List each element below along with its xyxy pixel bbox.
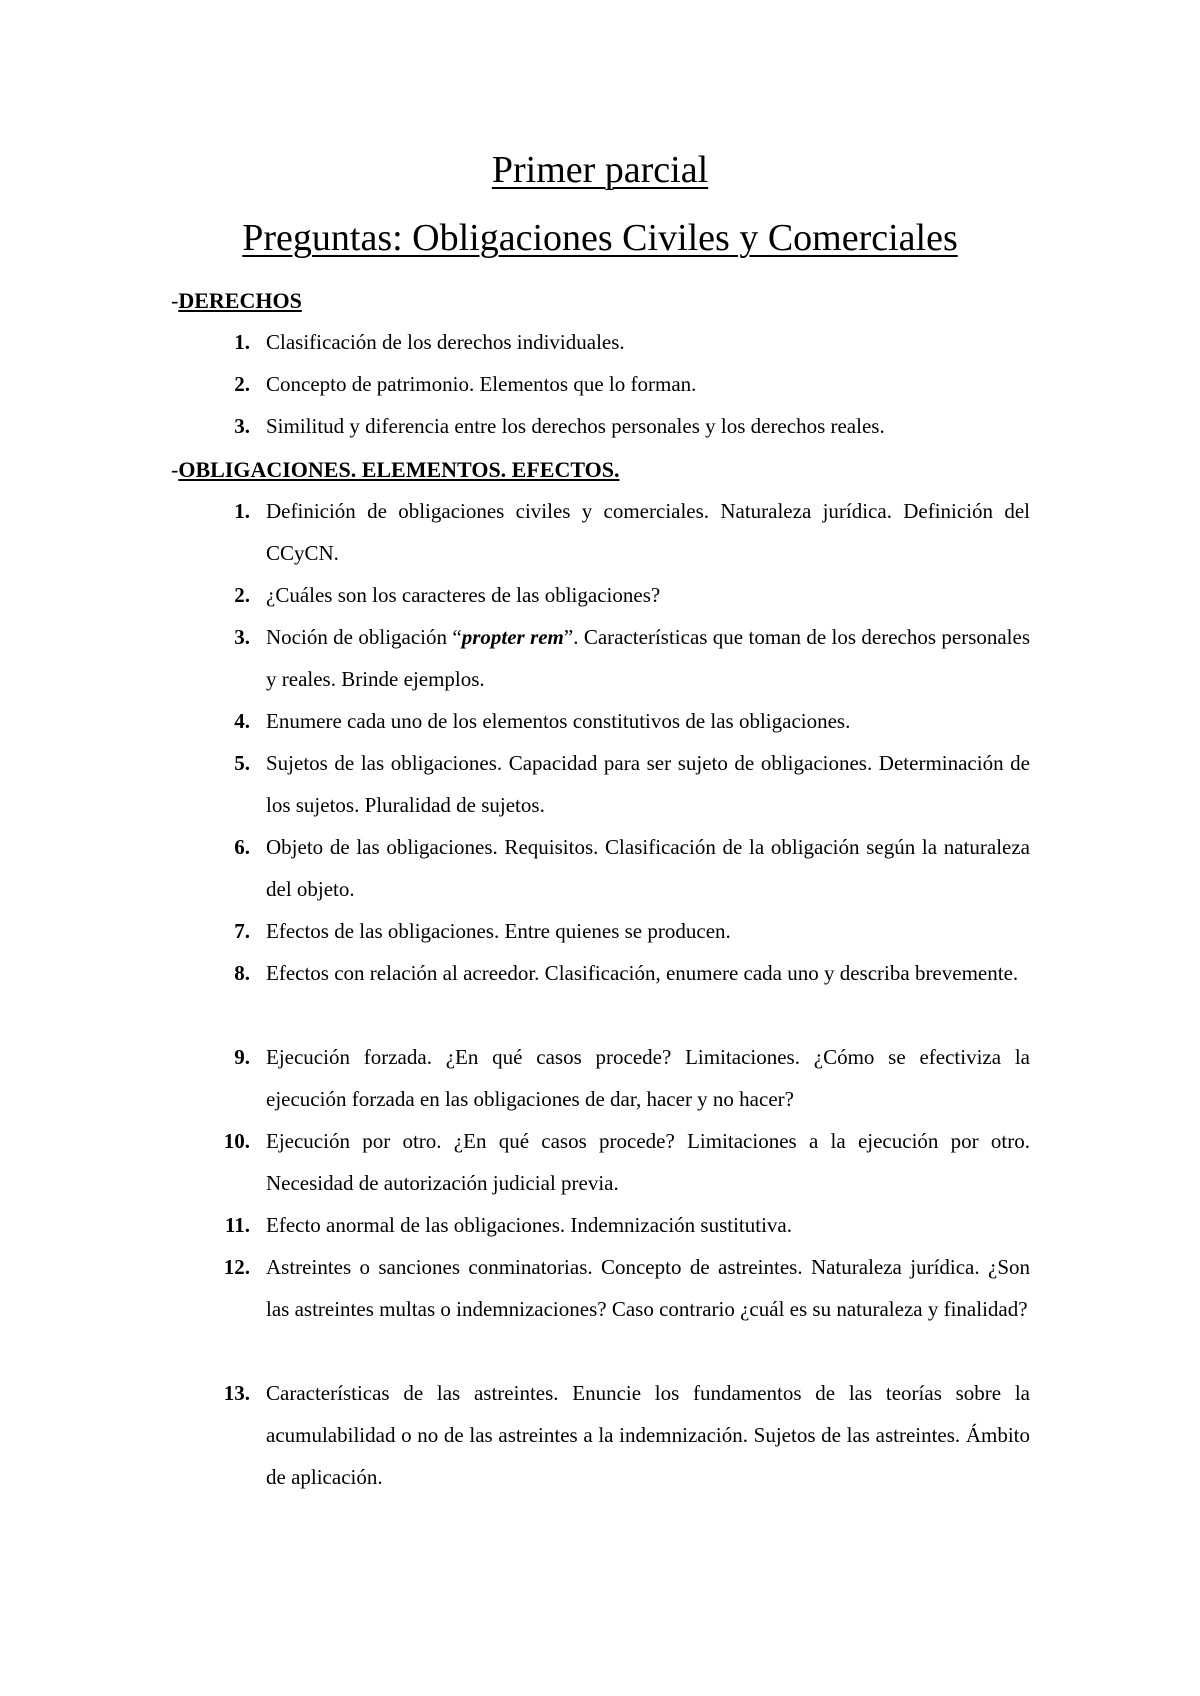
question-text: Efectos de las obligaciones. Entre quienes se producen. (266, 919, 731, 943)
question-number: 5. (234, 751, 250, 775)
latin-term: propter rem (461, 625, 564, 649)
question-number: 11. (224, 1213, 250, 1237)
question-number: 2. (234, 583, 250, 607)
section-heading-text: OBLIGACIONES. ELEMENTOS. EFECTOS. (178, 457, 620, 482)
question-text: Características de las astreintes. Enuncie los fundamentos de las teorías sobre la acumulabilidad o no de las astreintes a la indemnización. Sujetos de las astreintes. Ámbito de aplicación. (266, 1381, 1030, 1489)
question-text: Clasificación de los derechos individuales. (266, 330, 625, 354)
question-text: Efectos con relación al acreedor. Clasificación, enumere cada uno y describa brevemente. (266, 961, 1019, 985)
question-text: ¿Cuáles son los caracteres de las obligaciones? (266, 583, 661, 607)
question-text: Ejecución forzada. ¿En qué casos procede? Limitaciones. ¿Cómo se efectiviza la ejecución forzada en las obligaciones de dar, hacer y no hacer? (266, 1045, 1030, 1111)
question-text: Noción de obligación “propter rem”. Características que toman de los derechos personales y reales. Brinde ejemplos. (266, 625, 1031, 691)
question-number: 3. (234, 414, 250, 438)
question-text: Enumere cada uno de los elementos constitutivos de las obligaciones. (266, 709, 851, 733)
page-title: Primer parcial (491, 149, 709, 191)
question-number: 1. (234, 499, 250, 523)
question-text: Astreintes o sanciones conminatorias. Concepto de astreintes. Naturaleza jurídica. ¿Son las astreintes multas o indemnizaciones? Caso contrario ¿cuál es su naturaleza y finalidad? (266, 1255, 1030, 1321)
section-heading-obligaciones: -OBLIGACIONES. ELEMENTOS. EFECTOS. (171, 457, 620, 482)
question-number: 1. (234, 330, 250, 354)
question-number: 6. (234, 835, 250, 859)
section-heading-derechos: -DERECHOS (171, 288, 302, 313)
question-text: Similitud y diferencia entre los derechos personales y los derechos reales. (266, 414, 885, 438)
section-heading-text: DERECHOS (178, 288, 302, 313)
question-text: Sujetos de las obligaciones. Capacidad para ser sujeto de obligaciones. Determinación de los sujetos. Pluralidad de sujetos. (266, 751, 1030, 817)
question-number: 7. (234, 919, 250, 943)
question-text: Efecto anormal de las obligaciones. Indemnización sustitutiva. (266, 1213, 793, 1237)
question-number: 9. (234, 1045, 250, 1069)
question-number: 2. (234, 372, 250, 396)
question-number: 13. (223, 1381, 250, 1405)
question-text: Concepto de patrimonio. Elementos que lo forman. (266, 372, 697, 396)
question-number: 10. (223, 1129, 250, 1153)
page-subtitle: Preguntas: Obligaciones Civiles y Comerciales (242, 217, 958, 259)
question-text: Objeto de las obligaciones. Requisitos. Clasificación de la obligación según la naturaleza del objeto. (266, 835, 1030, 901)
question-text: Ejecución por otro. ¿En qué casos procede? Limitaciones a la ejecución por otro. Necesidad de autorización judicial previa. (266, 1129, 1030, 1195)
question-number: 3. (234, 625, 250, 649)
question-number: 4. (234, 709, 250, 733)
question-number: 12. (223, 1255, 250, 1279)
question-text: Definición de obligaciones civiles y comerciales. Naturaleza jurídica. Definición del CCyCN. (266, 499, 1030, 565)
question-number: 8. (234, 961, 250, 985)
